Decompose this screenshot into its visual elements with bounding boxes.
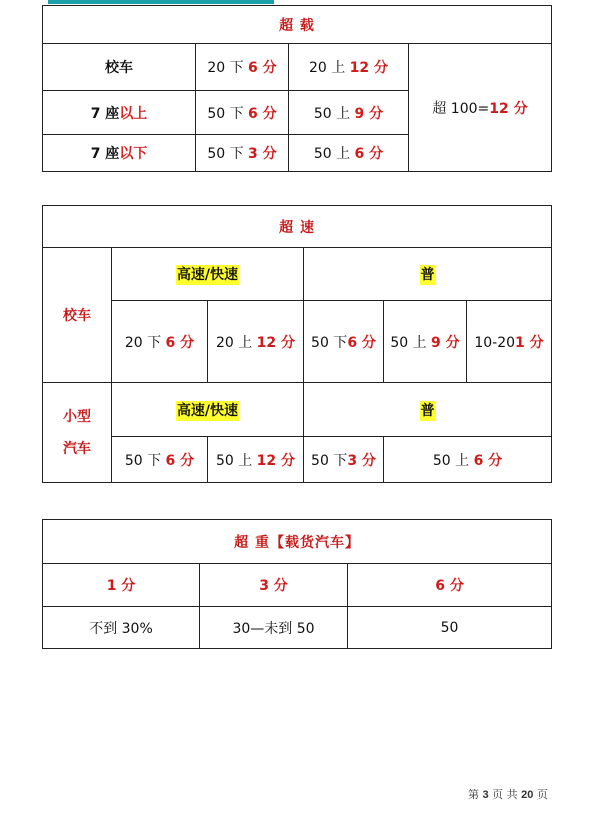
speeding-col-ordinary: 普 (304, 248, 552, 301)
speeding-cell: 20 上 12 分 (208, 301, 304, 383)
overload-merged-cell: 超 100=12 分 (409, 44, 552, 172)
overload-cell: 50 下 6 分 (196, 91, 289, 135)
overload-row-label: 7 座以上 (43, 91, 196, 135)
overload-cell: 50 下 3 分 (196, 135, 289, 172)
speeding-table (42, 205, 552, 483)
overload-cell: 20 下 6 分 (196, 44, 289, 91)
overload-cell: 50 上 6 分 (289, 135, 409, 172)
speeding-cell: 50 下 6 分 (112, 437, 208, 483)
overload-title: 超 载 (43, 6, 552, 44)
speeding-row-label-school-bus: 校车 (43, 248, 112, 383)
top-accent-line (48, 0, 274, 4)
overweight-title: 超 重【载货汽车】 (43, 520, 552, 564)
speeding-title: 超 速 (43, 206, 552, 248)
overload-cell: 20 上 12 分 (289, 44, 409, 91)
speeding-cell: 20 下 6 分 (112, 301, 208, 383)
speeding-cell: 10-201 分 (467, 301, 552, 383)
speeding-row-label-small-car: 小型 汽车 (43, 383, 112, 483)
speeding-cell: 50 下6 分 (304, 301, 384, 383)
overweight-value: 50 (348, 607, 552, 649)
overweight-header: 6 分 (348, 564, 552, 607)
overweight-header: 1 分 (43, 564, 200, 607)
speeding-col-expressway: 高速/快速 (112, 248, 304, 301)
speeding-cell: 50 上 12 分 (208, 437, 304, 483)
page-footer: 第 3 页 共 20 页 (468, 788, 548, 801)
overload-cell: 50 上 9 分 (289, 91, 409, 135)
speeding-col-expressway: 高速/快速 (112, 383, 304, 437)
overload-row-label: 7 座以下 (43, 135, 196, 172)
overweight-value: 30—未到 50 (200, 607, 348, 649)
overload-row-label: 校车 (43, 44, 196, 91)
overweight-header: 3 分 (200, 564, 348, 607)
overload-table (42, 5, 552, 172)
overweight-table (42, 519, 552, 649)
overweight-value: 不到 30% (43, 607, 200, 649)
speeding-col-ordinary: 普 (304, 383, 552, 437)
speeding-cell: 50 上 6 分 (384, 437, 552, 483)
speeding-cell: 50 上 9 分 (384, 301, 467, 383)
speeding-cell: 50 下3 分 (304, 437, 384, 483)
